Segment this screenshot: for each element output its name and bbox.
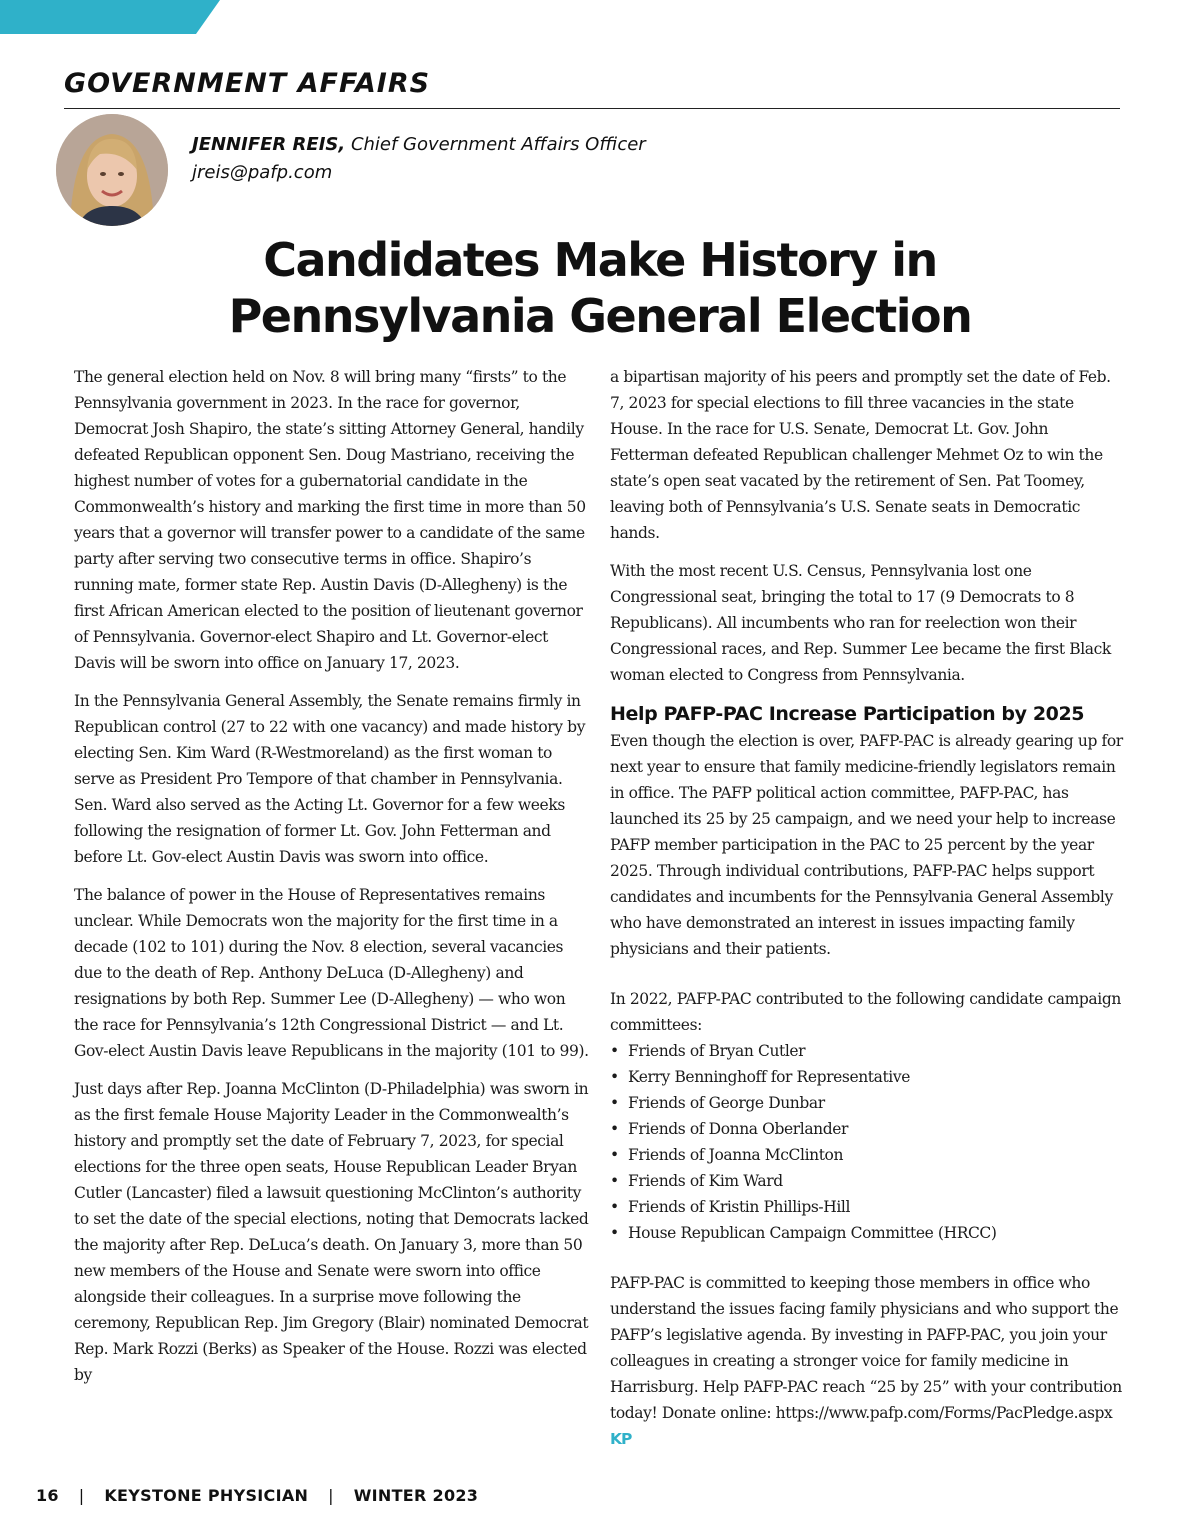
author-portrait	[56, 114, 168, 226]
paragraph: The balance of power in the House of Representatives remains unclear. While Democrats won the majority for the first time in a decade (102 to 101) during the Nov. 8 election, several vacancies due to the death of Rep. Anthony DeLuca (D-Allegheny) and resignations by both Rep. Summer Lee (D-Allegheny) — who won the race for Pennsylvania’s 12th Congressional District — and Lt. Gov-elect Austin Davis leave Republicans in the majority (101 to 99).	[74, 886, 589, 1060]
list-item: • Friends of Donna Oberlander	[610, 1116, 1125, 1142]
list-item: • Friends of Kim Ward	[610, 1168, 1125, 1194]
list-item: • Kerry Benninghoff for Representative	[610, 1064, 1125, 1090]
list-item: • Friends of Kristin Phillips-Hill	[610, 1194, 1125, 1220]
closing-paragraph	[610, 1270, 1125, 1452]
section-subheading: Help PAFP-PAC Increase Participation by 2025	[610, 703, 1085, 725]
author-line	[192, 131, 646, 159]
author-name: JENNIFER REIS,	[192, 134, 346, 155]
paragraph: With the most recent U.S. Census, Pennsylvania lost one Congressional seat, bringing the total to 17 (9 Democrats to 8 Republicans). All incumbents who ran for reelection won their Congressional races, and Rep. Summer Lee became the first Black woman elected to Congress from Pennsylvania.	[610, 562, 1111, 684]
footer-separator: |	[328, 1486, 334, 1505]
list-item: • House Republican Campaign Committee (HRCC)	[610, 1220, 1125, 1246]
article-left-column	[74, 364, 589, 1400]
footer-separator: |	[78, 1486, 85, 1505]
list-item: • Friends of Joanna McClinton	[610, 1142, 1125, 1168]
section-heading: GOVERNMENT AFFAIRS	[64, 68, 431, 99]
issue-name: WINTER 2023	[353, 1486, 479, 1505]
paragraph: Just days after Rep. Joanna McClinton (D-Philadelphia) was sworn in as the first female House Majority Leader in the Commonwealth’s history and promptly set the date of February 7, 2023, for special elections for the three open seats, House Republican Leader Bryan Cutler (Lancaster) filed a lawsuit questioning McClinton’s authority to set the date of the special elections, noting that Democrats lacked the majority after Rep. DeLuca’s death. On January 3, more than 50 new members of the House and Senate were sworn into office alongside their colleagues. In a surprise move following the ceremony, Republican Rep. Jim Gregory (Blair) nominated Democrat Rep. Mark Rozzi (Berks) as Speaker of the House. Rozzi was elected by	[74, 1080, 589, 1384]
paragraph: a bipartisan majority of his peers and promptly set the date of Feb. 7, 2023 for special elections to fill three vacancies in the state House. In the race for U.S. Senate, Democrat Lt. Gov. John Fetterman defeated Republican challenger Mehmet Oz to win the state’s open seat vacated by the retirement of Sen. Pat Toomey, leaving both of Pennsylvania’s U.S. Senate seats in Democratic hands.	[610, 368, 1111, 542]
publication-name: KEYSTONE PHYSICIAN	[104, 1486, 309, 1505]
committee-list	[610, 1038, 1125, 1246]
article-title-line-2: Pennsylvania General Election	[228, 289, 972, 343]
page-footer	[36, 1486, 478, 1505]
article-title-line-1: Candidates Make History in	[263, 233, 937, 287]
paragraph: The general election held on Nov. 8 will bring many “firsts” to the Pennsylvania government in 2023. In the race for governor, Democrat Josh Shapiro, the state’s sitting Attorney General, handily defeated Republican opponent Sen. Doug Mastriano, receiving the highest number of votes for a gubernatorial candidate in the Commonwealth’s history and marking the first time in more than 50 years that a governor will transfer power to a candidate of the same party after serving two consecutive terms in office. Shapiro’s running mate, former state Rep. Austin Davis (D-Allegheny) is the first African American elected to the position of lieutenant governor of Pennsylvania. Governor-elect Shapiro and Lt. Governor-elect Davis will be sworn into office on January 17, 2023.	[74, 368, 586, 672]
closing-text: PAFP-PAC is committed to keeping those members in office who understand the issues facing family physicians and who support the PAFP’s legislative agenda. By investing in PAFP-PAC, you join your colleagues in creating a stronger voice for family medicine in Harrisburg. Help PAFP-PAC reach “25 by 25” with your contribution today! Donate online: https://www.pafp.com/Forms/PacPledge.aspx	[610, 1274, 1122, 1422]
article-title	[0, 232, 1200, 344]
list-intro: In 2022, PAFP-PAC contributed to the following candidate campaign committees:	[610, 990, 1121, 1034]
end-mark-logo: KP	[610, 1430, 632, 1448]
article-right-column	[610, 364, 1125, 1464]
header-divider	[64, 108, 1120, 109]
author-title: Chief Government Affairs Officer	[350, 134, 646, 155]
paragraph: In the Pennsylvania General Assembly, the Senate remains firmly in Republican control (27 to 22 with one vacancy) and made history by electing Sen. Kim Ward (R-Westmoreland) as the first woman to serve as President Pro Tempore of that chamber in Pennsylvania. Sen. Ward also served as the Acting Lt. Governor for a few weeks following the resignation of former Lt. Gov. John Fetterman and before Lt. Gov-elect Austin Davis was sworn into office.	[74, 692, 586, 866]
list-item: • Friends of Bryan Cutler	[610, 1038, 1125, 1064]
page-number: 16	[36, 1486, 59, 1505]
list-item: • Friends of George Dunbar	[610, 1090, 1125, 1116]
author-avatar	[56, 114, 168, 226]
author-byline	[192, 131, 646, 187]
paragraph: Even though the election is over, PAFP-PAC is already gearing up for next year to ensure that family medicine-friendly legislators remain in office. The PAFP political action committee, PAFP-PAC, has launched its 25 by 25 campaign, and we need your help to increase PAFP member participation in the PAC to 25 percent by the year 2025. Through individual contributions, PAFP-PAC helps support candidates and incumbents for the Pennsylvania General Assembly who have demonstrated an interest in issues impacting family physicians and their patients.	[610, 732, 1123, 958]
section-tab-accent	[0, 0, 220, 34]
author-email: jreis@pafp.com	[192, 162, 333, 183]
